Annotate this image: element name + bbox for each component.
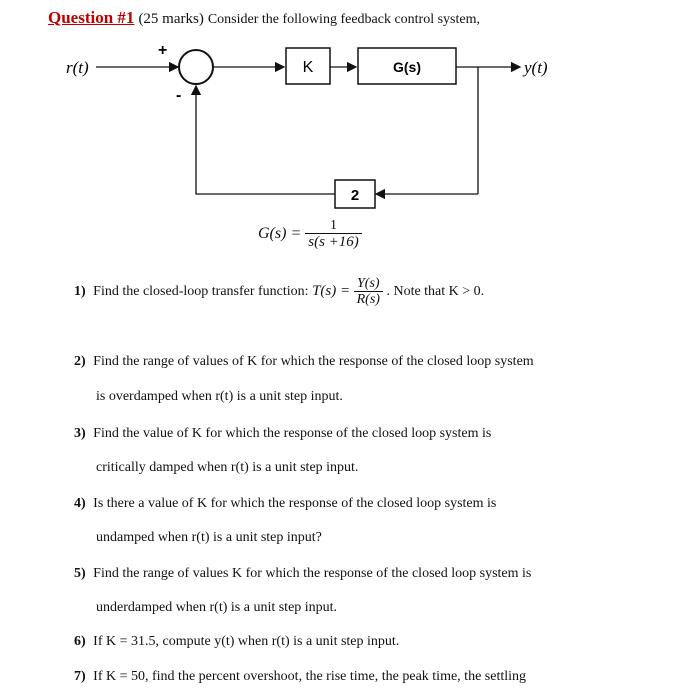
question-4-line2: undamped when r(t) is a unit step input? (96, 530, 322, 545)
question-text-line1: Find the range of values K for which the response of the closed loop system is (93, 566, 532, 581)
question-number: 1) (74, 284, 86, 300)
intro-text: Consider the following feedback control system, (207, 12, 481, 27)
gain-k-label: K (302, 59, 314, 76)
question-number: 3) (74, 426, 86, 441)
question-6 (74, 634, 399, 650)
question-number: 7) (74, 669, 86, 684)
question-number: 4) (74, 496, 86, 511)
question-number: 6) (74, 634, 86, 649)
feedback-return-line (196, 86, 335, 194)
feedback-gain-label: 2 (350, 187, 360, 204)
question-label: Question #1 (48, 8, 135, 27)
question-3 (74, 426, 491, 442)
question-number: 5) (74, 566, 86, 581)
plant-tf-lhs: G(s) = (258, 225, 302, 243)
marks-label: (25 marks) (138, 11, 204, 27)
minus-sign: - (176, 87, 182, 104)
summing-junction (179, 50, 213, 84)
question-number: 2) (74, 354, 86, 369)
closed-loop-tf-denominator: R(s) (356, 292, 380, 308)
question-text-line1: Is there a value of K for which the response of the closed loop system is (93, 496, 497, 511)
question-text: Find the closed-loop transfer function: (93, 284, 309, 300)
closed-loop-tf-lhs: T(s) = (312, 283, 351, 300)
plant-g-label: G(s) (393, 59, 421, 75)
question-note: . Note that K > 0. (386, 284, 485, 300)
question-3-line2: critically damped when r(t) is a unit step input. (96, 460, 359, 475)
question-4 (74, 496, 496, 512)
question-text-line1: Find the value of K for which the response of the closed loop system is (93, 426, 492, 441)
input-label: r(t) (66, 58, 89, 77)
question-text-line1: If K = 50, find the percent overshoot, the rise time, the peak time, the settling (93, 669, 527, 684)
output-label: y(t) (524, 58, 548, 77)
question-5 (74, 566, 531, 582)
question-2 (74, 354, 534, 370)
closed-loop-tf-numerator: Y(s) (354, 276, 383, 292)
question-2-line2: is overdamped when r(t) is a unit step input. (96, 389, 343, 404)
closed-loop-tf-fraction (354, 276, 383, 308)
plant-transfer-function (258, 218, 362, 251)
question-7 (74, 669, 526, 685)
plant-tf-numerator: 1 (305, 218, 362, 234)
question-text-line1: If K = 31.5, compute y(t) when r(t) is a unit step input. (93, 634, 400, 649)
plant-tf-fraction (305, 218, 362, 251)
plant-tf-denominator: s(s +16) (308, 234, 359, 251)
question-5-line2: underdamped when r(t) is a unit step input. (96, 600, 338, 615)
question-1 (74, 276, 484, 308)
question-text-line1: Find the range of values of K for which the response of the closed loop system (93, 354, 534, 369)
plus-sign: + (158, 42, 168, 59)
